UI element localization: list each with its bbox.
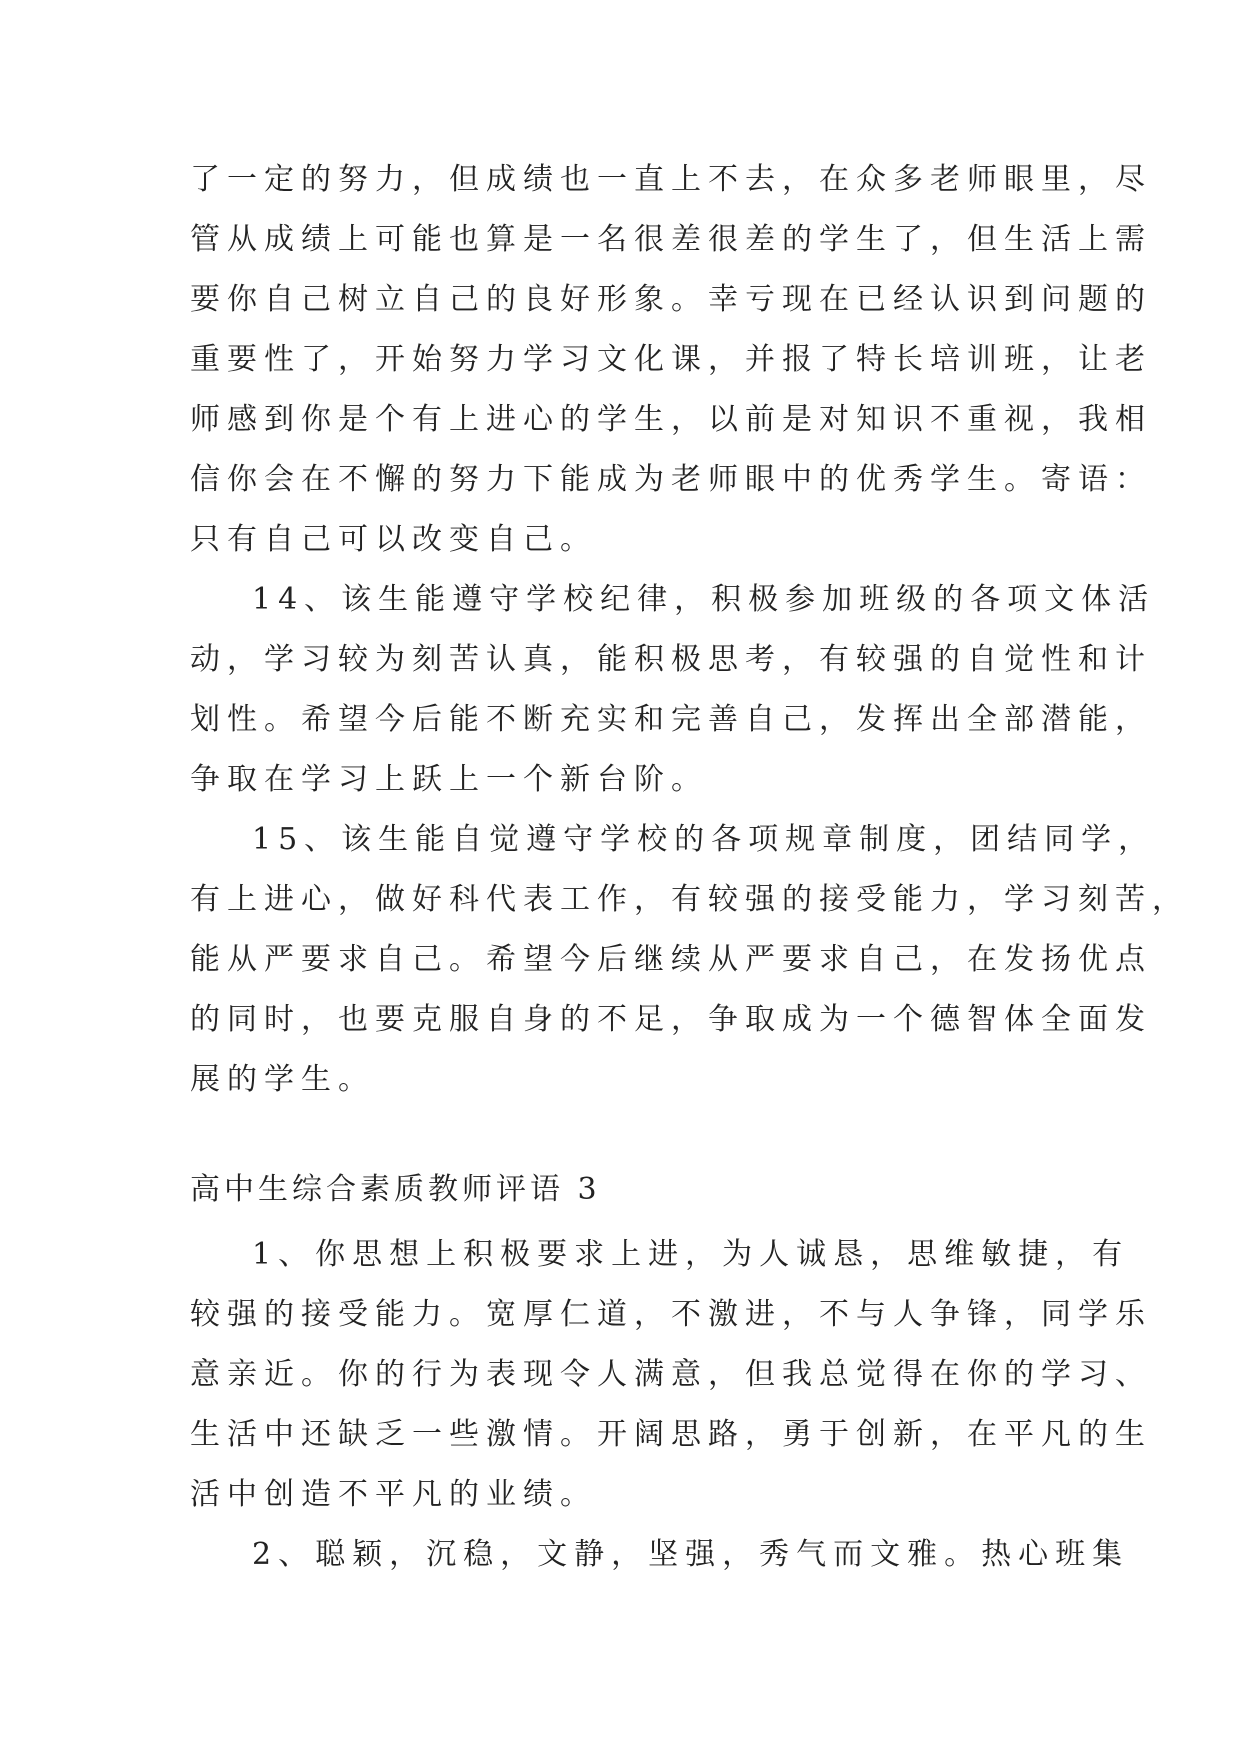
text-line: 的同时，也要克服自身的不足，争取成为一个德智体全面发 xyxy=(190,1002,1152,1037)
text-line: 展的学生。 xyxy=(190,1062,375,1097)
text-line: 要你自己树立自己的良好形象。幸亏现在已经认识到问题的 xyxy=(190,282,1152,317)
paragraph-1-first-line: 1、你思想上积极要求上进，为人诚恳，思维敏捷，有 xyxy=(252,1237,1130,1272)
text-line: 信你会在不懈的努力下能成为老师眼中的优秀学生。寄语： xyxy=(190,462,1152,497)
text-line: 师感到你是个有上进心的学生，以前是对知识不重视，我相 xyxy=(190,402,1152,437)
text-line: 生活中还缺乏一些激情。开阔思路，勇于创新，在平凡的生 xyxy=(190,1417,1152,1452)
text-line: 管从成绩上可能也算是一名很差很差的学生了，但生活上需 xyxy=(190,222,1152,257)
paragraph-15-first-line: 15、该生能自觉遵守学校的各项规章制度，团结同学， xyxy=(252,822,1156,857)
text-line: 较强的接受能力。宽厚仁道，不激进，不与人争锋，同学乐 xyxy=(190,1297,1152,1332)
text-line: 划性。希望今后能不断充实和完善自己，发挥出全部潜能， xyxy=(190,702,1152,737)
text-line: 有上进心，做好科代表工作，有较强的接受能力，学习刻苦， xyxy=(190,882,1189,917)
text-line: 动，学习较为刻苦认真，能积极思考，有较强的自觉性和计 xyxy=(190,642,1152,677)
text-line: 重要性了，开始努力学习文化课，并报了特长培训班，让老 xyxy=(190,342,1152,377)
paragraph-14-first-line: 14、该生能遵守学校纪律，积极参加班级的各项文体活 xyxy=(252,582,1156,617)
text-line: 能从严要求自己。希望今后继续从严要求自己，在发扬优点 xyxy=(190,942,1152,977)
text-line: 只有自己可以改变自己。 xyxy=(190,522,597,557)
text-line: 活中创造不平凡的业绩。 xyxy=(190,1477,597,1512)
section-title: 高中生综合素质教师评语 3 xyxy=(190,1172,601,1207)
text-line: 争取在学习上跃上一个新台阶。 xyxy=(190,762,708,797)
text-line: 意亲近。你的行为表现令人满意，但我总觉得在你的学习、 xyxy=(190,1357,1152,1392)
text-line: 了一定的努力，但成绩也一直上不去，在众多老师眼里，尽 xyxy=(190,162,1152,197)
paragraph-2-first-line: 2、聪颖，沉稳，文静，坚强，秀气而文雅。热心班集 xyxy=(252,1537,1130,1572)
